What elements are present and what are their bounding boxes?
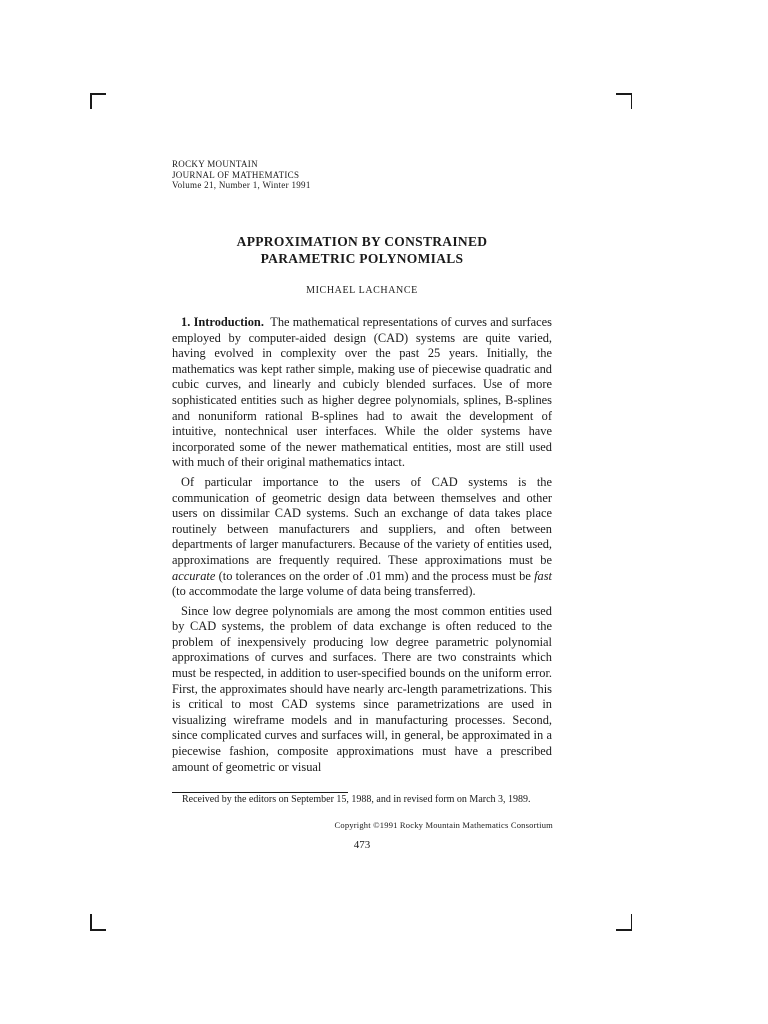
footnote-rule — [172, 792, 348, 793]
section-number: 1. — [181, 315, 191, 329]
author-name: MICHAEL LACHANCE — [306, 285, 418, 296]
paragraph-1 — [172, 315, 552, 471]
journal-name-line2: JOURNAL OF MATHEMATICS — [172, 169, 300, 180]
paper-title-line2: PARAMETRIC POLYNOMIALS — [260, 251, 464, 266]
footnote-received: Received by the editors on September 15, 1988, and in revised form on March 3, 1989. — [182, 794, 531, 805]
journal-header — [172, 159, 311, 191]
paragraph-1-text: The mathematical representations of curves and surfaces employed by computer-aided design (CAD) systems are quite varied, having evolved in complexity over the past 25 years. Initially, the mathematics was kept rather simple, making use of piecewise quadratic and cubic curves, and linearly and cubicly blended surfaces. Use of more sophisticated entities such as higher degree polynomials, splines, B-splines and nonuniform rational B-splines had to await the development of intuitive, nontechnical user interfaces. While the older systems have incorporated some of the newer mathematical entities, most are still used with much of their original mathematics intact. — [172, 315, 552, 470]
paragraph-2 — [172, 475, 552, 600]
emphasis-fast: fast — [534, 568, 552, 583]
crop-mark-bottom-left-v — [90, 914, 92, 930]
journal-name-line1: ROCKY MOUNTAIN — [172, 159, 258, 169]
crop-mark-bottom-right-v — [631, 914, 633, 930]
paper-title-line1: APPROXIMATION BY CONSTRAINED — [236, 234, 488, 249]
crop-mark-top-left-h — [90, 93, 106, 95]
paper-title — [172, 233, 552, 267]
paragraph-2-text-b: (to tolerances on the order of .01 mm) and the process must be — [215, 568, 535, 583]
page-number: 473 — [353, 839, 371, 851]
section-heading: Introduction. — [193, 315, 264, 329]
copyright-notice: Copyright ©1991 Rocky Mountain Mathematics Consortium — [334, 820, 553, 830]
journal-volume: Volume 21, Number 1, Winter 1991 — [172, 180, 311, 190]
crop-mark-bottom-left-h — [90, 929, 106, 931]
paragraph-3: Since low degree polynomials are among the most common entities used by CAD systems, the problem of data exchange is often reduced to the problem of inexpensively producing low degree parametric polynomial approximations of curves and surfaces. There are two constraints which must be respected, in addition to user-specified bounds on the uniform error. First, the approximates should have nearly arc-length parametrizations. This is critical to most CAD systems since parametrizations are used in visualizing wireframe models and in manufacturing processes. Second, since complicated curves and surfaces will, in general, be approximated in a piecewise fashion, composite approximations must have a prescribed amount of geometric or visual — [172, 603, 552, 774]
paragraph-2-text-a: Of particular importance to the users of CAD systems is the communication of geometric design data between themselves and other users on dissimilar CAD systems. Such an exchange of data takes place routinely between manufacturers and suppliers, and often between departments of larger manufacturers. Because of the variety of entities used, approximations are frequently required. These approximations must be — [172, 474, 552, 567]
body-text — [172, 315, 552, 779]
emphasis-accurate: accurate — [172, 568, 216, 583]
paragraph-2-text-c: (to accommodate the large volume of data being transferred). — [172, 584, 476, 599]
crop-mark-top-left-v — [90, 93, 92, 109]
crop-mark-top-right-v — [631, 93, 633, 109]
